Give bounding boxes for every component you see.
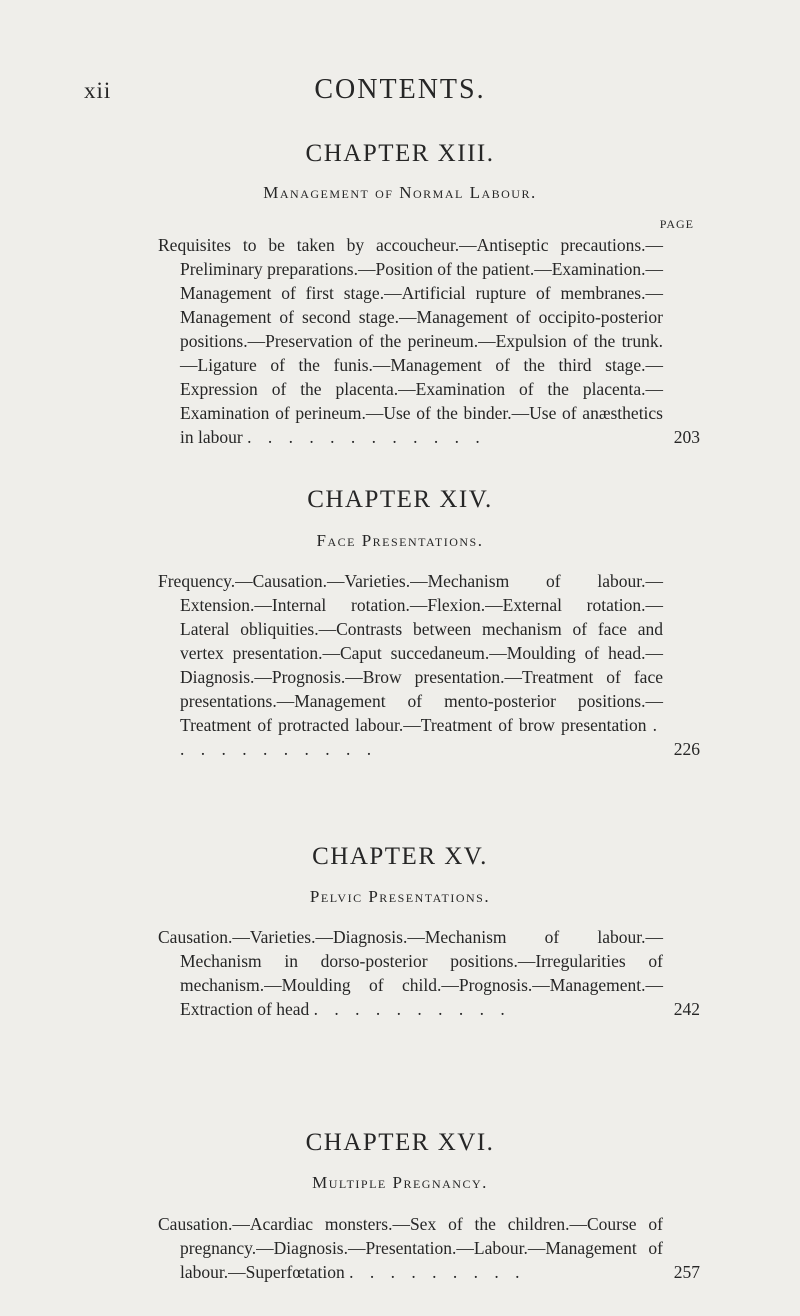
page-number: 203 <box>673 427 700 447</box>
chapter-heading: CHAPTER XIII. <box>305 140 495 167</box>
chapter-contents <box>158 233 700 449</box>
chapter-xiii <box>0 140 800 168</box>
chapter-xvi <box>0 1129 800 1157</box>
dot-leader: . . . . . . . . . <box>349 1262 526 1282</box>
chapter-subtitle: Pelvic Presentations. <box>309 887 491 906</box>
chapter-subtitle: Multiple Pregnancy. <box>312 1173 488 1192</box>
chapter-xiv <box>0 486 800 514</box>
contents-text: Requisites to be taken by accoucheur.—Antiseptic precautions.—Preliminary preparations.—Position of the patient.—Examination.—Management of first stage.—Artificial rupture of membranes.—Management of second stage.—Management of occipito-posterior positions.—Preservation of the perineum.—Expulsion of the trunk.—Ligature of the funis.—Management of the third stage.—Expression of the placenta.—Examination of the placenta.—Examination of perineum.—Use of the binder.—Use of anæsthetics in labour <box>158 235 663 447</box>
running-title: CONTENTS. <box>314 74 486 105</box>
chapter-subtitle: Management of Normal Labour. <box>263 183 537 202</box>
page-number: 242 <box>673 999 700 1019</box>
chapter-contents <box>158 1212 700 1284</box>
chapter-contents <box>158 569 700 761</box>
chapter-xvi-subtitle-wrap <box>0 1173 800 1193</box>
page-column-label: PAGE <box>659 217 694 231</box>
contents-text: Causation.—Varieties.—Diagnosis.—Mechanism of labour.—Mechanism in dorso-posterior positions.—Irregularities of mechanism.—Moulding of child.—Prognosis.—Management.—Extraction of head <box>158 927 663 1019</box>
chapter-heading: CHAPTER XIV. <box>307 486 493 513</box>
chapter-subtitle: Face Presentations. <box>316 531 484 550</box>
chapter-xv-subtitle-wrap <box>0 887 800 907</box>
chapter-xiv-subtitle-wrap <box>0 531 800 551</box>
chapter-heading: CHAPTER XV. <box>312 843 488 870</box>
chapter-heading: CHAPTER XVI. <box>305 1129 495 1156</box>
page-folio: xii <box>84 78 112 103</box>
contents-text: Causation.—Acardiac monsters.—Sex of the children.—Course of pregnancy.—Diagnosis.—Presentation.—Labour.—Management of labour.—Superfœtation <box>158 1214 663 1282</box>
chapter-xv <box>0 843 800 871</box>
chapter-contents <box>158 925 700 1021</box>
dot-leader: . . . . . . . . . . . . <box>247 427 486 447</box>
page-number: 257 <box>673 1262 700 1282</box>
dot-leader: . . . . . . . . . . . <box>180 715 663 759</box>
page-number: 226 <box>673 739 700 759</box>
contents-text: Frequency.—Causation.—Varieties.—Mechanism of labour.—Extension.—Internal rotation.—Flexion.—External rotation.—Lateral obliquities.—Contrasts between mechanism of face and vertex presentation.—Caput succedaneum.—Moulding of head.—Diagnosis.—Prognosis.—Brow presentation.—Treatment of face presentations.—Management of mento-posterior positions.—Treatment of protracted labour.—Treatment of brow presentation <box>158 571 663 735</box>
chapter-xiii-subtitle-wrap <box>0 183 800 203</box>
dot-leader: . . . . . . . . . . <box>313 999 511 1019</box>
running-head <box>0 72 800 112</box>
